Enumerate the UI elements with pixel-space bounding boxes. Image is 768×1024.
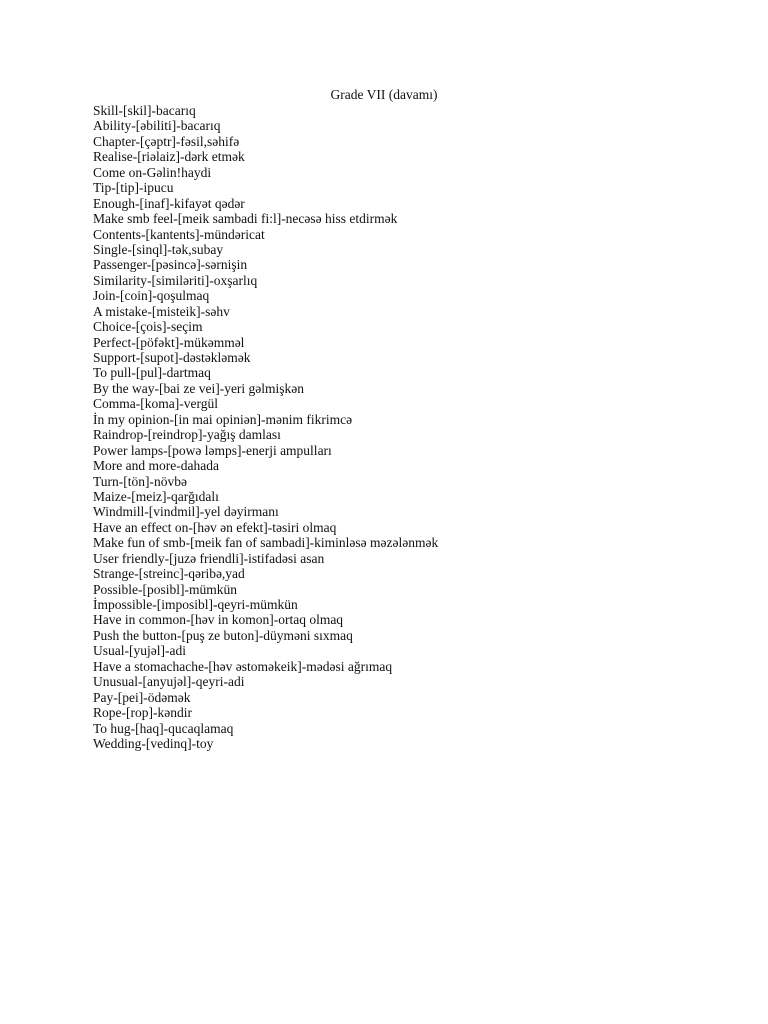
vocabulary-entry: Skill-[skil]-bacarıq <box>93 103 196 118</box>
vocabulary-entry: Realise-[riəlaiz]-dərk etmək <box>93 149 245 165</box>
vocabulary-entry: Contents-[kantents]-mündəricat <box>93 226 265 242</box>
vocabulary-entry: To hug-[haq]-qucaqlamaq <box>93 720 234 736</box>
vocabulary-entry: Choice-[çois]-seçim <box>93 319 203 335</box>
vocabulary-entry: Passenger-[pəsincə]-sərnişin <box>93 257 248 273</box>
vocabulary-entry: Have in common-[həv in komon]-ortaq olmaq <box>93 612 344 628</box>
vocabulary-list <box>93 103 438 751</box>
vocabulary-entry: Comma-[koma]-vergül <box>93 396 218 412</box>
vocabulary-entry: Maize-[meiz]-qarğıdalı <box>93 488 219 504</box>
vocabulary-entry: Make smb feel-[meik sambadi fi:l]-necəsə hiss etdirmək <box>93 211 398 227</box>
vocabulary-entry: Make fun of smb-[meik fan of sambadi]-kiminləsə məzələnmək <box>93 535 439 551</box>
vocabulary-entry: Rope-[rop]-kəndir <box>93 705 192 721</box>
vocabulary-entry: Power lamps-[powə ləmps]-enerji ampulları <box>93 442 332 458</box>
vocabulary-entry: Tip-[tip]-ipucu <box>93 180 174 196</box>
vocabulary-entry: Turn-[tön]-növbə <box>93 473 187 489</box>
vocabulary-entry: By the way-[bai ze vei]-yeri gəlmişkən <box>93 380 305 396</box>
vocabulary-entry: Come on-Gəlin!haydi <box>93 164 212 180</box>
page-title: Grade VII (davamı) <box>330 87 438 102</box>
vocabulary-entry: Strange-[streinc]-qəribə,yad <box>93 566 245 582</box>
vocabulary-entry: Pay-[pei]-ödəmək <box>93 689 191 705</box>
vocabulary-entry: Ability-[əbiliti]-bacarıq <box>93 118 221 134</box>
vocabulary-entry: Support-[supot]-dəstəkləmək <box>93 350 251 365</box>
vocabulary-entry: Wedding-[vedinq]-toy <box>93 735 214 751</box>
vocabulary-entry: Push the button-[puş ze buton]-düyməni sıxmaq <box>93 627 353 643</box>
vocabulary-entry: Chapter-[çəptr]-fəsil,səhifə <box>93 133 240 149</box>
vocabulary-entry: İn my opinion-[in mai opiniən]-mənim fikrimcə <box>93 411 353 427</box>
vocabulary-entry: İmpossible-[imposibl]-qeyri-mümkün <box>93 597 298 612</box>
vocabulary-entry: Windmill-[vindmil]-yel dəyirmanı <box>93 504 279 520</box>
vocabulary-entry: Have a stomachache-[həv əstoməkeik]-mədəsi ağrımaq <box>93 658 393 674</box>
vocabulary-entry: Unusual-[anyujəl]-qeyri-adi <box>93 674 245 690</box>
vocabulary-entry: Possible-[posibl]-mümkün <box>93 581 237 597</box>
vocabulary-entry: Have an effect on-[həv ən efekt]-təsiri olmaq <box>93 519 337 535</box>
vocabulary-entry: Enough-[inaf]-kifayət qədər <box>93 195 245 211</box>
vocabulary-entry: User friendly-[juzə friendli]-istifadəsi asan <box>93 550 325 566</box>
vocabulary-entry: Single-[sinql]-tək,subay <box>93 241 224 257</box>
vocabulary-entry: Raindrop-[reindrop]-yağış damlası <box>93 427 281 443</box>
vocabulary-entry: Perfect-[pöfəkt]-mükəmməl <box>93 334 245 350</box>
vocabulary-entry: To pull-[pul]-dartmaq <box>93 365 211 381</box>
vocabulary-entry: More and more-dahada <box>93 458 219 474</box>
vocabulary-entry: Usual-[yujəl]-adi <box>93 643 186 659</box>
vocabulary-entry: Similarity-[similəriti]-oxşarlıq <box>93 272 258 288</box>
vocabulary-entry: A mistake-[misteik]-səhv <box>93 303 230 319</box>
vocabulary-entry: Join-[coin]-qoşulmaq <box>93 288 210 304</box>
